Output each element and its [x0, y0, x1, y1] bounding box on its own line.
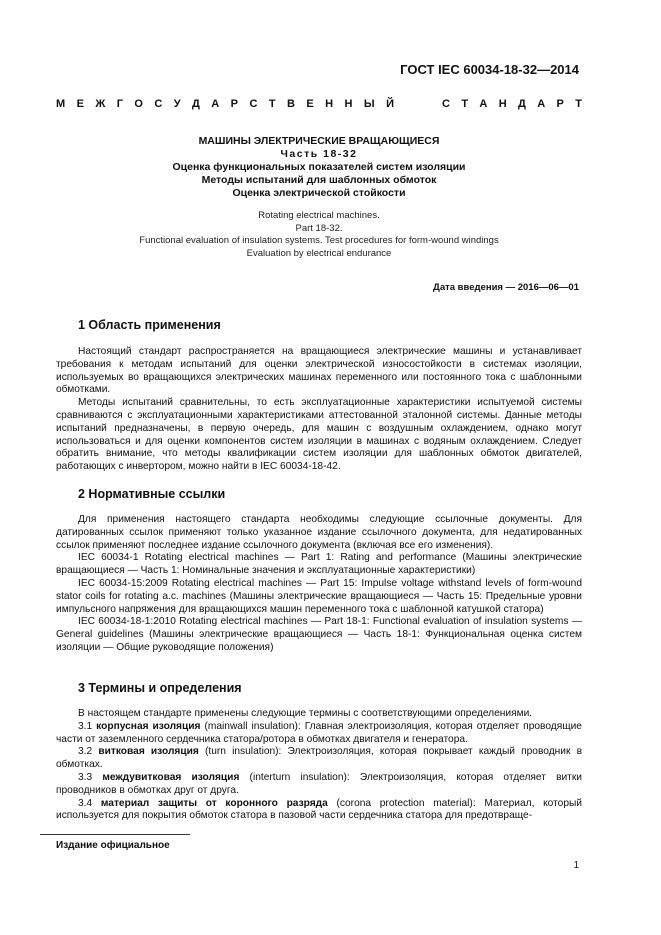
banner-letter: В [286, 98, 295, 110]
term-name: междувитковая изоляция [102, 771, 240, 783]
en-title-line-3: Functional evaluation of insulation systems. Test procedures for form-wound windings [139, 235, 499, 246]
banner-letter: Г [116, 98, 123, 110]
banner-letter: С [249, 98, 258, 110]
term-3-2 [56, 746, 582, 772]
banner-letter: С [442, 98, 450, 110]
banner-letter: Д [192, 98, 200, 110]
section-3-intro: В настоящем стандарте применены следующие термины с соответствующими определениями. [78, 708, 533, 719]
term-definition: (interturn insulation): Электроизоляция, которая отделяет витки проводников в обмотках друг от друга. [56, 771, 582, 796]
section-1-paragraph-1: Настоящий стандарт распространяется на вращающиеся электрические машины и устанавливает требования к методам испытаний для оценки электрической износостойкости в системах изоляции, используемых во вращающихся электрических машинах переменного или постоянного тока с шаблонными обмотками. [56, 346, 582, 396]
banner-letter: Т [575, 98, 582, 110]
term-definition: (turn insulation): Электроизоляция, которая покрывает каждый проводник в обмотках. [56, 746, 582, 771]
term-name: материал защиты от коронного разряда [100, 797, 328, 809]
introduction-date: Дата введения — 2016—06—01 [433, 282, 579, 293]
term-number: 3.4 [78, 797, 93, 809]
banner-letter: У [173, 98, 181, 110]
intl-word-1 [56, 98, 394, 110]
section-2-reference-3: IEC 60034-18-1:2010 Rotating electrical machines — Part 18-1: Functional evaluation of insulation systems — General guidelines (Машины электрические вращающиеся — Часть 18-1: Функциональная оценка систем изоляции — Общие руководящие положения) [56, 616, 582, 653]
term-3-4 [56, 798, 582, 824]
banner-letter: Т [268, 98, 276, 110]
banner-letter: А [211, 98, 220, 110]
banner-letter: Е [306, 98, 314, 110]
banner-letter: О [134, 98, 143, 110]
en-title-line-1: Rotating electrical machines. [258, 210, 380, 221]
intl-word-2 [442, 98, 582, 110]
document-number: ГОСТ IEC 60034-18-32—2014 [400, 62, 579, 77]
banner-letter: М [56, 98, 66, 110]
title-line-4: Методы испытаний для шаблонных обмоток [201, 174, 437, 186]
title-line-5: Оценка электрической стойкости [232, 187, 406, 199]
banner-letter: Р [556, 98, 564, 110]
banner-letter: С [154, 98, 163, 110]
banner-letter: Н [325, 98, 334, 110]
term-name: корпусная изоляция [96, 720, 201, 732]
section-2-heading: 2 Нормативные ссылки [78, 487, 226, 501]
term-3-3 [56, 772, 582, 798]
term-3-1 [56, 721, 582, 747]
en-title-line-2: Part 18-32. [295, 222, 343, 234]
banner-letter: Д [518, 98, 526, 110]
banner-letter: А [537, 98, 546, 110]
banner-letter: Т [461, 98, 469, 110]
interstate-standard-label [56, 98, 582, 110]
section-2-body [56, 514, 582, 655]
section-1-paragraph-2: Методы испытаний сравнительны, то есть эксплуатационные характеристики испытуемой системы сравниваются с эксплуатационными характеристиками аттестованной эталонной системы. Данные методы испытаний предназначены, в первую очередь, для машин с воздушным охлаждением, однако могут использоваться и для оценки компонентов систем изоляции в машинах с водяным охлаждением. Следует обратить внимание, что методы квалификации систем изоляции для шаблонных обмоток двигателей, работающих с инвертором, можно найти в IEC 60034-18-42. [56, 397, 582, 473]
banner-letter: А [479, 98, 488, 110]
term-number: 3.1 [78, 720, 93, 732]
page-number: 1 [573, 860, 579, 871]
banner-letter: Ж [95, 98, 106, 110]
banner-letter: Н [344, 98, 353, 110]
official-edition-label: Издание официальное [56, 840, 170, 851]
banner-letter: Ы [363, 98, 375, 110]
section-3-body [56, 708, 582, 823]
section-1-heading: 1 Область применения [78, 318, 221, 332]
term-name: витковая изоляция [98, 746, 199, 758]
section-2-reference-1: IEC 60034-1 Rotating electrical machines — Part 1: Rating and performance (Машины электрические вращающиеся — Часть 1: Номинальные значения и эксплуатационные характеристики) [56, 552, 582, 577]
term-definition: (corona protection material): Материал, который используется для покрытия обмоток статора в пазовой части сердечника статора для предотвраще- [56, 797, 582, 822]
title-line-1: МАШИНЫ ЭЛЕКТРИЧЕСКИЕ ВРАЩАЮЩИЕСЯ [198, 135, 440, 147]
section-2-reference-2: IEC 60034-15:2009 Rotating electrical machines — Part 15: Impulse voltage withstand levels of form-wound stator coils for rotating a.c. machines (Машины электрические вращающиеся — Часть 15: Предельные уровни импульсного напряжения для вращающихся машин переменного тока с шаблонной катушкой статора) [56, 577, 582, 615]
section-3-heading: 3 Термины и определения [78, 681, 242, 695]
english-title-block [56, 210, 582, 260]
banner-letter: Е [76, 98, 84, 110]
term-number: 3.3 [78, 771, 93, 783]
banner-letter: Р [230, 98, 239, 110]
russian-title-block [56, 135, 582, 200]
term-number: 3.2 [78, 746, 93, 758]
footnote-rule [40, 834, 190, 835]
title-line-3: Оценка функциональных показателей систем изоляции [172, 161, 466, 173]
section-2-paragraph-1: Для применения настоящего стандарта необходимы следующие ссылочные документы. Для датированных ссылок применяют только указанное издание ссылочного документа, для недатированных ссылок применяют последнее издание ссылочного документа (включая все его изменения). [56, 514, 582, 551]
term-definition: (mainwall insulation): Главная электроизоляция, которая отделяет проводящие части от заземленного сердечника статора/ротора в обмотках двигателя и генератора. [56, 720, 582, 745]
title-part-line: Часть 18-32 [280, 148, 358, 160]
section-1-body [56, 346, 582, 474]
en-title-line-4: Evaluation by electrical endurance [246, 247, 392, 259]
banner-letter: Й [386, 98, 394, 110]
banner-letter: Н [498, 98, 507, 110]
